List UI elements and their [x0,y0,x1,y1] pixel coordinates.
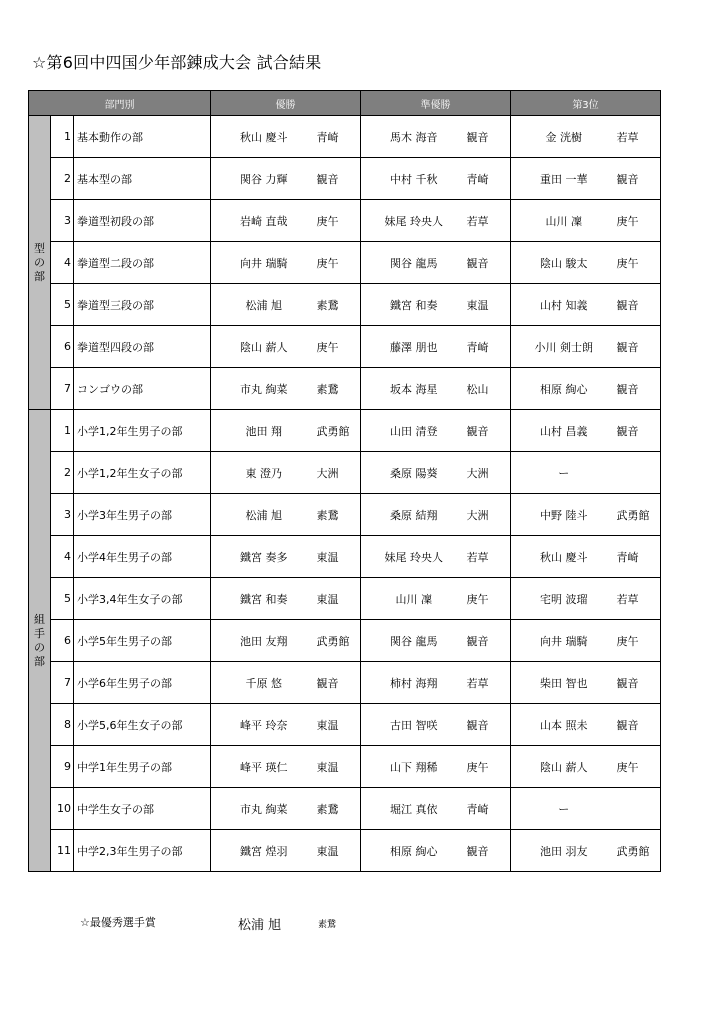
table-row [29,662,661,704]
table-row [29,620,661,662]
event-name: 小学4年生男子の部 [74,536,211,578]
table-row [29,830,661,872]
winner-club: 東温 [317,746,361,788]
winner-club: 東温 [317,830,361,872]
winner-club: 武勇館 [317,410,361,452]
event-number: 3 [51,200,74,242]
runner-up-name: 妹尾 玲央人 [361,200,467,242]
third-club: 観音 [617,368,661,410]
header-third: 第3位 [511,91,661,116]
winner-name: 秋山 慶斗 [211,116,317,158]
third-name: 秋山 慶斗 [511,536,617,578]
event-number: 6 [51,326,74,368]
third-club: 若草 [617,116,661,158]
winner-club: 観音 [317,158,361,200]
header-row [29,91,661,116]
event-number: 10 [51,788,74,830]
third-club: 青崎 [617,536,661,578]
third-name: 陰山 駿太 [511,242,617,284]
winner-club: 素鵞 [317,368,361,410]
event-number: 6 [51,620,74,662]
event-name: 小学1,2年生女子の部 [74,452,211,494]
runner-up-club: 青崎 [467,158,511,200]
table-row [29,788,661,830]
event-number: 3 [51,494,74,536]
runner-up-club: 若草 [467,200,511,242]
event-number: 9 [51,746,74,788]
winner-club: 東温 [317,536,361,578]
third-club: 観音 [617,158,661,200]
winner-name: 市丸 絢菜 [211,368,317,410]
runner-up-name: 古田 智咲 [361,704,467,746]
event-number: 8 [51,704,74,746]
event-name: 小学3,4年生女子の部 [74,578,211,620]
runner-up-name: 柿村 海翔 [361,662,467,704]
runner-up-club: 観音 [467,116,511,158]
runner-up-club: 大洲 [467,452,511,494]
event-name: 基本型の部 [74,158,211,200]
third-club: 庚午 [617,242,661,284]
winner-name: 鐵宮 和奏 [211,578,317,620]
third-name: 陰山 薪人 [511,746,617,788]
third-name: 山村 昌義 [511,410,617,452]
event-name: コンゴウの部 [74,368,211,410]
third-club: 庚午 [617,620,661,662]
event-name: 小学5年生男子の部 [74,620,211,662]
third-name: 金 洸樹 [511,116,617,158]
event-name: 拳道型四段の部 [74,326,211,368]
winner-name: 峰平 玲奈 [211,704,317,746]
winner-name: 鐵宮 煌羽 [211,830,317,872]
runner-up-name: 山川 凜 [361,578,467,620]
runner-up-name: 桑原 結翔 [361,494,467,536]
winner-name: 千原 悠 [211,662,317,704]
third-club: 観音 [617,326,661,368]
event-name: 小学5,6年生女子の部 [74,704,211,746]
header-runner-up: 準優勝 [361,91,511,116]
winner-name: 松浦 旭 [211,284,317,326]
header-winner: 優勝 [211,91,361,116]
winner-name: 向井 瑞騎 [211,242,317,284]
mvp-name: 松浦 旭 [238,918,282,933]
event-number: 11 [51,830,74,872]
winner-club: 観音 [317,662,361,704]
event-number: 4 [51,536,74,578]
event-number: 5 [51,578,74,620]
winner-club: 素鵞 [317,788,361,830]
event-name: 中学2,3年生男子の部 [74,830,211,872]
table-row [29,116,661,158]
winner-club: 東温 [317,578,361,620]
group-label-kata: 型 の 部 [29,116,51,410]
winner-club: 青崎 [317,116,361,158]
table-row [29,746,661,788]
third-name: 山本 照未 [511,704,617,746]
runner-up-name: 坂本 海星 [361,368,467,410]
third-name: 山川 凜 [511,200,617,242]
runner-up-name: 山下 翔稀 [361,746,467,788]
runner-up-club: 青崎 [467,326,511,368]
runner-up-name: 桑原 陽葵 [361,452,467,494]
winner-name: 鐵宮 奏多 [211,536,317,578]
third-club: 武勇館 [617,494,661,536]
table-row [29,494,661,536]
event-number: 2 [51,158,74,200]
third-name: 向井 瑞騎 [511,620,617,662]
event-number: 7 [51,662,74,704]
table-row [29,284,661,326]
runner-up-club: 観音 [467,704,511,746]
runner-up-club: 観音 [467,410,511,452]
third-name: 山村 知義 [511,284,617,326]
event-number: 7 [51,368,74,410]
runner-up-club: 青崎 [467,788,511,830]
winner-name: 松浦 旭 [211,494,317,536]
runner-up-club: 観音 [467,830,511,872]
runner-up-club: 観音 [467,620,511,662]
third-name: 重田 一華 [511,158,617,200]
winner-name: 池田 翔 [211,410,317,452]
third-club: 庚午 [617,200,661,242]
table-row [29,452,661,494]
third-name: 中野 陸斗 [511,494,617,536]
third-name: 小川 剣士朗 [511,326,617,368]
third-club: 観音 [617,284,661,326]
third-name: 相原 絢心 [511,368,617,410]
third-name: 柴田 智也 [511,662,617,704]
runner-up-name: 藤澤 朋也 [361,326,467,368]
results-body [29,116,661,872]
winner-name: 岩崎 直哉 [211,200,317,242]
event-name: 小学3年生男子の部 [74,494,211,536]
third-name: 池田 羽友 [511,830,617,872]
third-club: 観音 [617,662,661,704]
runner-up-name: 鐵宮 和奏 [361,284,467,326]
event-name: 拳道型初段の部 [74,200,211,242]
event-name: 基本動作の部 [74,116,211,158]
winner-club: 大洲 [317,452,361,494]
event-number: 2 [51,452,74,494]
runner-up-name: 堀江 真依 [361,788,467,830]
third-club [617,452,661,494]
winner-name: 東 澄乃 [211,452,317,494]
third-name: ー [511,788,617,830]
table-row [29,242,661,284]
runner-up-club: 庚午 [467,746,511,788]
mvp-label: ☆最優秀選手賞 [80,916,156,929]
event-name: 小学1,2年生男子の部 [74,410,211,452]
runner-up-club: 観音 [467,242,511,284]
runner-up-name: 妹尾 玲央人 [361,536,467,578]
winner-name: 市丸 絢菜 [211,788,317,830]
results-table [28,90,661,872]
event-name: 中学1年生男子の部 [74,746,211,788]
winner-name: 関谷 力輝 [211,158,317,200]
runner-up-club: 若草 [467,536,511,578]
event-name: 小学6年生男子の部 [74,662,211,704]
table-row [29,410,661,452]
winner-club: 素鵞 [317,284,361,326]
winner-club: 庚午 [317,242,361,284]
runner-up-club: 庚午 [467,578,511,620]
winner-club: 庚午 [317,200,361,242]
runner-up-name: 相原 絢心 [361,830,467,872]
runner-up-name: 山田 清登 [361,410,467,452]
third-club: 観音 [617,410,661,452]
event-name: 中学生女子の部 [74,788,211,830]
table-row [29,158,661,200]
winner-club: 武勇館 [317,620,361,662]
winner-club: 東温 [317,704,361,746]
winner-name: 峰平 瑛仁 [211,746,317,788]
runner-up-club: 大洲 [467,494,511,536]
runner-up-club: 松山 [467,368,511,410]
header-category: 部門別 [29,91,211,116]
third-club: 観音 [617,704,661,746]
third-club: 武勇館 [617,830,661,872]
group-label-kumite: 組 手 の 部 [29,410,51,872]
table-row [29,536,661,578]
event-number: 4 [51,242,74,284]
winner-club: 庚午 [317,326,361,368]
runner-up-name: 馬木 海音 [361,116,467,158]
winner-name: 池田 友翔 [211,620,317,662]
table-row [29,200,661,242]
third-club: 庚午 [617,746,661,788]
third-club: 若草 [617,578,661,620]
runner-up-name: 関谷 龍馬 [361,242,467,284]
third-name: ー [511,452,617,494]
mvp-club: 素鵞 [318,920,337,930]
table-row [29,704,661,746]
event-number: 1 [51,410,74,452]
table-row [29,326,661,368]
table-row [29,368,661,410]
runner-up-name: 関谷 龍馬 [361,620,467,662]
table-row [29,578,661,620]
runner-up-name: 中村 千秋 [361,158,467,200]
third-club [617,788,661,830]
page-title: ☆第6回中四国少年部錬成大会 試合結果 [32,53,322,72]
event-number: 5 [51,284,74,326]
runner-up-club: 若草 [467,662,511,704]
event-number: 1 [51,116,74,158]
winner-club: 素鵞 [317,494,361,536]
third-name: 宅明 波瑠 [511,578,617,620]
event-name: 拳道型二段の部 [74,242,211,284]
event-name: 拳道型三段の部 [74,284,211,326]
winner-name: 陰山 薪人 [211,326,317,368]
runner-up-club: 東温 [467,284,511,326]
